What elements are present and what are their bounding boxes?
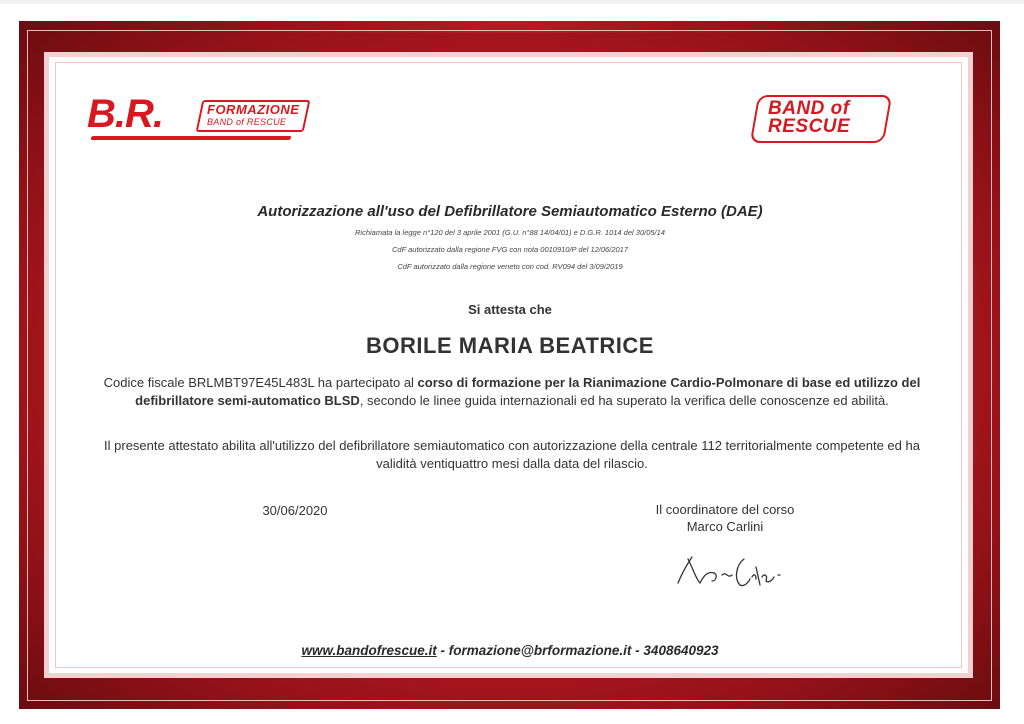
attestation-intro: Si attesta che: [468, 302, 552, 317]
paper-border-line: [55, 62, 962, 668]
br-logo-line1: FORMAZIONE: [207, 102, 300, 117]
certificate-title: Autorizzazione all'uso del Defibrillatore Semiautomatico Esterno (DAE): [257, 203, 763, 220]
website-link[interactable]: www.bandofrescue.it: [301, 643, 437, 658]
legal-reference-3: CdF autorizzato dalla regione veneto con cod. RV094 del 3/09/2019: [397, 262, 623, 271]
br-logo-line2: BAND of RESCUE: [207, 117, 287, 127]
coordinator-name: Marco Carlini: [686, 519, 764, 534]
bor-logo-line2: RESCUE: [768, 116, 851, 137]
course-description-prefix: Codice fiscale BRLMBT97E45L483L ha partecipato al: [103, 375, 418, 390]
coordinator-signature: [670, 545, 790, 590]
legal-reference-1: Richiamata la legge n°120 del 3 aprile 2001 (G.U. n°88 14/04/01) e D.G.R. 1014 del 30/05/14: [355, 228, 665, 237]
issue-date: 30/06/2020: [262, 503, 328, 518]
holder-name: BORILE MARIA BEATRICE: [366, 333, 654, 358]
footer-contacts: [180, 643, 840, 658]
footer-contacts-text: - formazione@brformazione.it - 3408640923: [436, 643, 719, 658]
br-formazione-logo: [87, 92, 309, 146]
br-logo-mark: B.R.: [87, 92, 163, 136]
legal-reference-2: CdF autorizzato dalla regione FVG con nota 0010910/P del 12/06/2017: [392, 245, 628, 254]
course-description: [84, 374, 940, 410]
validity-statement: Il presente attestato abilita all'utilizzo del defibrillatore semiautomatico con autorizzazione della centrale 112 territorialmente competente ed ha validità ventiquattro mesi dalla data del rilascio.: [104, 438, 920, 471]
br-logo-swoosh: [90, 136, 291, 140]
bor-logo-line1: BAND of: [768, 98, 850, 119]
course-description-suffix: , secondo le linee guida internazionali ed ha superato la verifica delle conoscenze ed abilità.: [359, 393, 889, 408]
band-of-rescue-logo: [754, 95, 890, 145]
course-name: corso di formazione per la Rianimazione Cardio-Polmonare di base ed utilizzo del defibrillatore semi-automatico BLSD: [135, 375, 921, 408]
coordinator-role: Il coordinatore del corso: [655, 502, 795, 517]
scan-edge: [0, 0, 1024, 4]
